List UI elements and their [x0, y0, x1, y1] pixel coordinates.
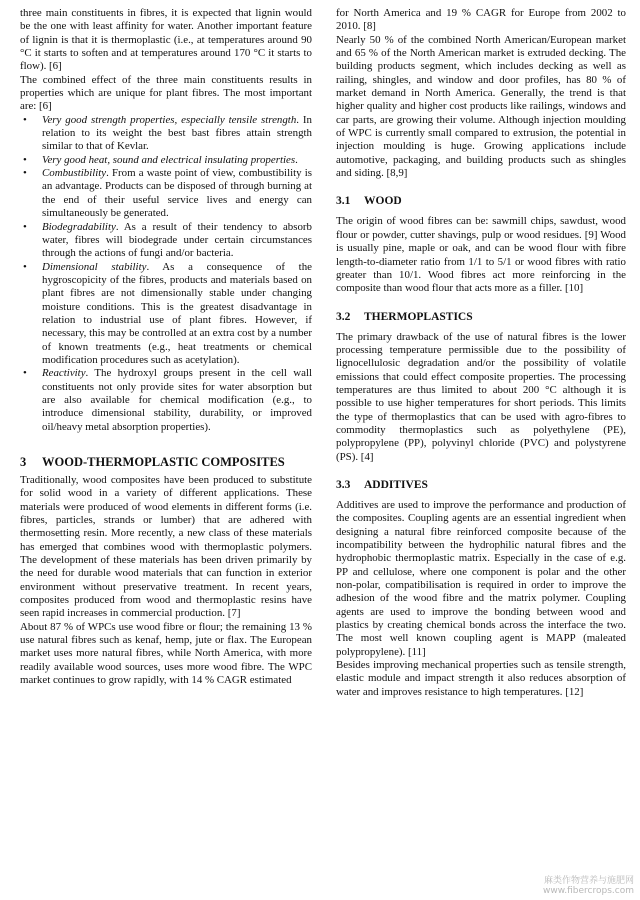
list-item-text: . The hydroxyl groups present in the cell wall constituents not only provide sites for water absorption but are also available for chemical modification (e.g., to introduce dimensional stability, durability, or improved oil/heavy metal absorption properties).	[42, 367, 312, 433]
right-column	[336, 7, 626, 699]
paragraph-wpc-share: About 87 % of WPCs use wood fibre or flour; the remaining 13 % use natural fibres such as kenaf, hemp, jute or flax. The European market uses more natural fibres, while North America, with more readily available wood sources, uses more wood fibre. The WPC market continues to grow rapidly, with 14 % CAGR estimated	[20, 620, 312, 687]
paragraph-lignin: three main constituents in fibres, it is expected that lignin would be the one with least affinity for water. Another important feature of lignin is that it is thermoplastic (i.e., at temperatures around 90 °C it starts to soften and at temperatures around 170 °C it starts to flow). [6]	[20, 7, 312, 73]
subsection-title: ADDITIVES	[364, 478, 428, 491]
list-item-text: . As a consequence of the hygroscopicity of the fibres, products and materials based on plant fibres are not dimensionally stable under changing moisture conditions. This is the greatest disadvantage in relation to industrial use of plant fibres. However, if necessary, this may be controlled at an extra cost by a number of known treatments (e.g., heat treatments or chemical modification procedures such as acetylation).	[42, 260, 312, 366]
bullet-icon: •	[23, 167, 27, 180]
subsection-heading	[336, 310, 626, 324]
watermark-title: 麻类作物营养与施肥网	[543, 876, 634, 886]
bullet-icon: •	[23, 367, 27, 380]
section-title: WOOD-THERMOPLASTIC COMPOSITES	[42, 455, 285, 469]
bullet-icon: •	[23, 153, 27, 166]
site-watermark	[543, 876, 634, 896]
list-item	[20, 154, 312, 167]
list-item-text: . From a waste point of view, combustibility is an advantage. Products can be disposed of through burning at the end of their useful service lives and energy can simultaneously be generated.	[42, 167, 312, 220]
paragraph-additives: Additives are used to improve the performance and production of the composites. Coupling agents are an essential ingredient when designing a natural fibre reinforced composite because of the incompatibility between the hydrophilic natural fibres and the hydrophobic thermoplastic matrix. Especially in the case of e.g. PP and cellulose, where one component is polar and the other non-polar, compatibilisation is required in order to improve the adhesion of the wood fibre and the matrix polymer. Coupling agents are used to improve the bonding between wood and plastics by creating chemical bonds across the interface the two. The most well known coupling agent is MAPP (maleated polypropylene). [11]	[336, 498, 626, 658]
list-item-lead: Very good strength properties, especially tensile strength	[42, 113, 297, 126]
section-heading	[20, 454, 312, 470]
list-item-lead: Dimensional stability	[42, 260, 147, 273]
subsection-title: THERMOPLASTICS	[364, 310, 473, 323]
list-item-lead: Very good heat, sound and electrical insulating properties	[42, 153, 296, 166]
paragraph-combined-effect: The combined effect of the three main constituents results in properties which are unique for plant fibres. The most important are: [6]	[20, 73, 312, 113]
list-item-lead: Reactivity	[42, 367, 86, 380]
property-list	[20, 114, 312, 434]
list-item-text: . In relation to its weight the best bast fibres attain strength similar to that of Kevlar.	[42, 113, 312, 153]
bullet-icon: •	[23, 220, 27, 233]
list-item-text: . As a result of their tendency to absorb water, fibres will biodegrade under certain circumstances through the actions of fungi and/or bacteria.	[42, 220, 312, 260]
list-item	[20, 261, 312, 368]
subsection-heading	[336, 478, 626, 492]
bullet-icon: •	[23, 113, 27, 126]
subsection-number: 3.3	[336, 478, 351, 491]
section-number: 3	[20, 455, 27, 469]
subsection-heading	[336, 194, 626, 208]
subsection-number: 3.2	[336, 310, 351, 323]
list-item-lead: Combustibility	[42, 167, 107, 180]
list-item	[20, 221, 312, 261]
paragraph-thermoplastics: The primary drawback of the use of natural fibres is the lower processing temperature permissible due to the possibility of lignocellulosic degradation and/or the possibility of volatile emissions that could effect composite properties. The processing temperatures are thus limited to about 200 °C although it is possible to use higher temperatures for short periods. This limits the type of thermoplastics that can be used with agro-fibres to commodity thermoplastics such as polyethylene (PE), polypropylene (PP), polyvinyl chloride (PVC) and polystyrene (PS). [4]	[336, 330, 626, 463]
list-item-lead: Biodegradability	[42, 220, 116, 233]
list-item	[20, 167, 312, 220]
bullet-icon: •	[23, 260, 27, 273]
left-column	[20, 7, 312, 688]
list-item	[20, 114, 312, 154]
list-item	[20, 367, 312, 434]
subsection-number: 3.1	[336, 195, 351, 208]
paragraph-market: Nearly 50 % of the combined North American/European market and 65 % of the North American market is extruded decking. The building products segment, which includes decking as well as railing, shingles, and window and door profiles, has 80 % of market demand in North America. Generally, the trend is that higher quality and higher cost products like railings, windows and car parts, are growing their volume. Although injection moulding of WPC is currently small compared to extrusion, the potential in injection moulding is huge. Growing applications include automotive, packaging, and building products such as shingles and siding. [8,9]	[336, 33, 626, 180]
paragraph-traditionally: Traditionally, wood composites have been produced to substitute for solid wood in a variety of different applications. These materials were produced of wood elements in different forms (i.e. fibres, particles, strands or lumber) that are adhered with thermosetting resin. More recently, a new class of these materials has emerged that combines wood with thermoplastic polymers. The development of these materials has been driven primarily by the need for durable wood materials that can function in exterior environment without preservative treatment. In recent years, composites produced from wood and thermoplastic resins have seen rapid increases in commercial production. [7]	[20, 474, 312, 620]
paragraph-besides: Besides improving mechanical properties such as tensile strength, elastic module and impact strength it also reduces absorption of water and improves resistance to high temperatures. [12]	[336, 659, 626, 698]
paragraph-wood: The origin of wood fibres can be: sawmill chips, sawdust, wood flour or powder, cutter shavings, pulp or wood residues. [9] Wood is usually pine, maple or oak, and can be wood flour with fibre length-to-diameter ratio from 1/1 to 5/1 or wood fibres with ratio greater than 10/1. Wood fibres act more reinforcing in the composite than wood flour that acts more as a filler. [10]	[336, 215, 626, 295]
watermark-url: www.fibercrops.com	[543, 886, 634, 896]
paragraph-cagr: for North America and 19 % CAGR for Europe from 2002 to 2010. [8]	[336, 7, 626, 33]
list-item-text: .	[295, 153, 298, 166]
subsection-title: WOOD	[364, 195, 402, 208]
